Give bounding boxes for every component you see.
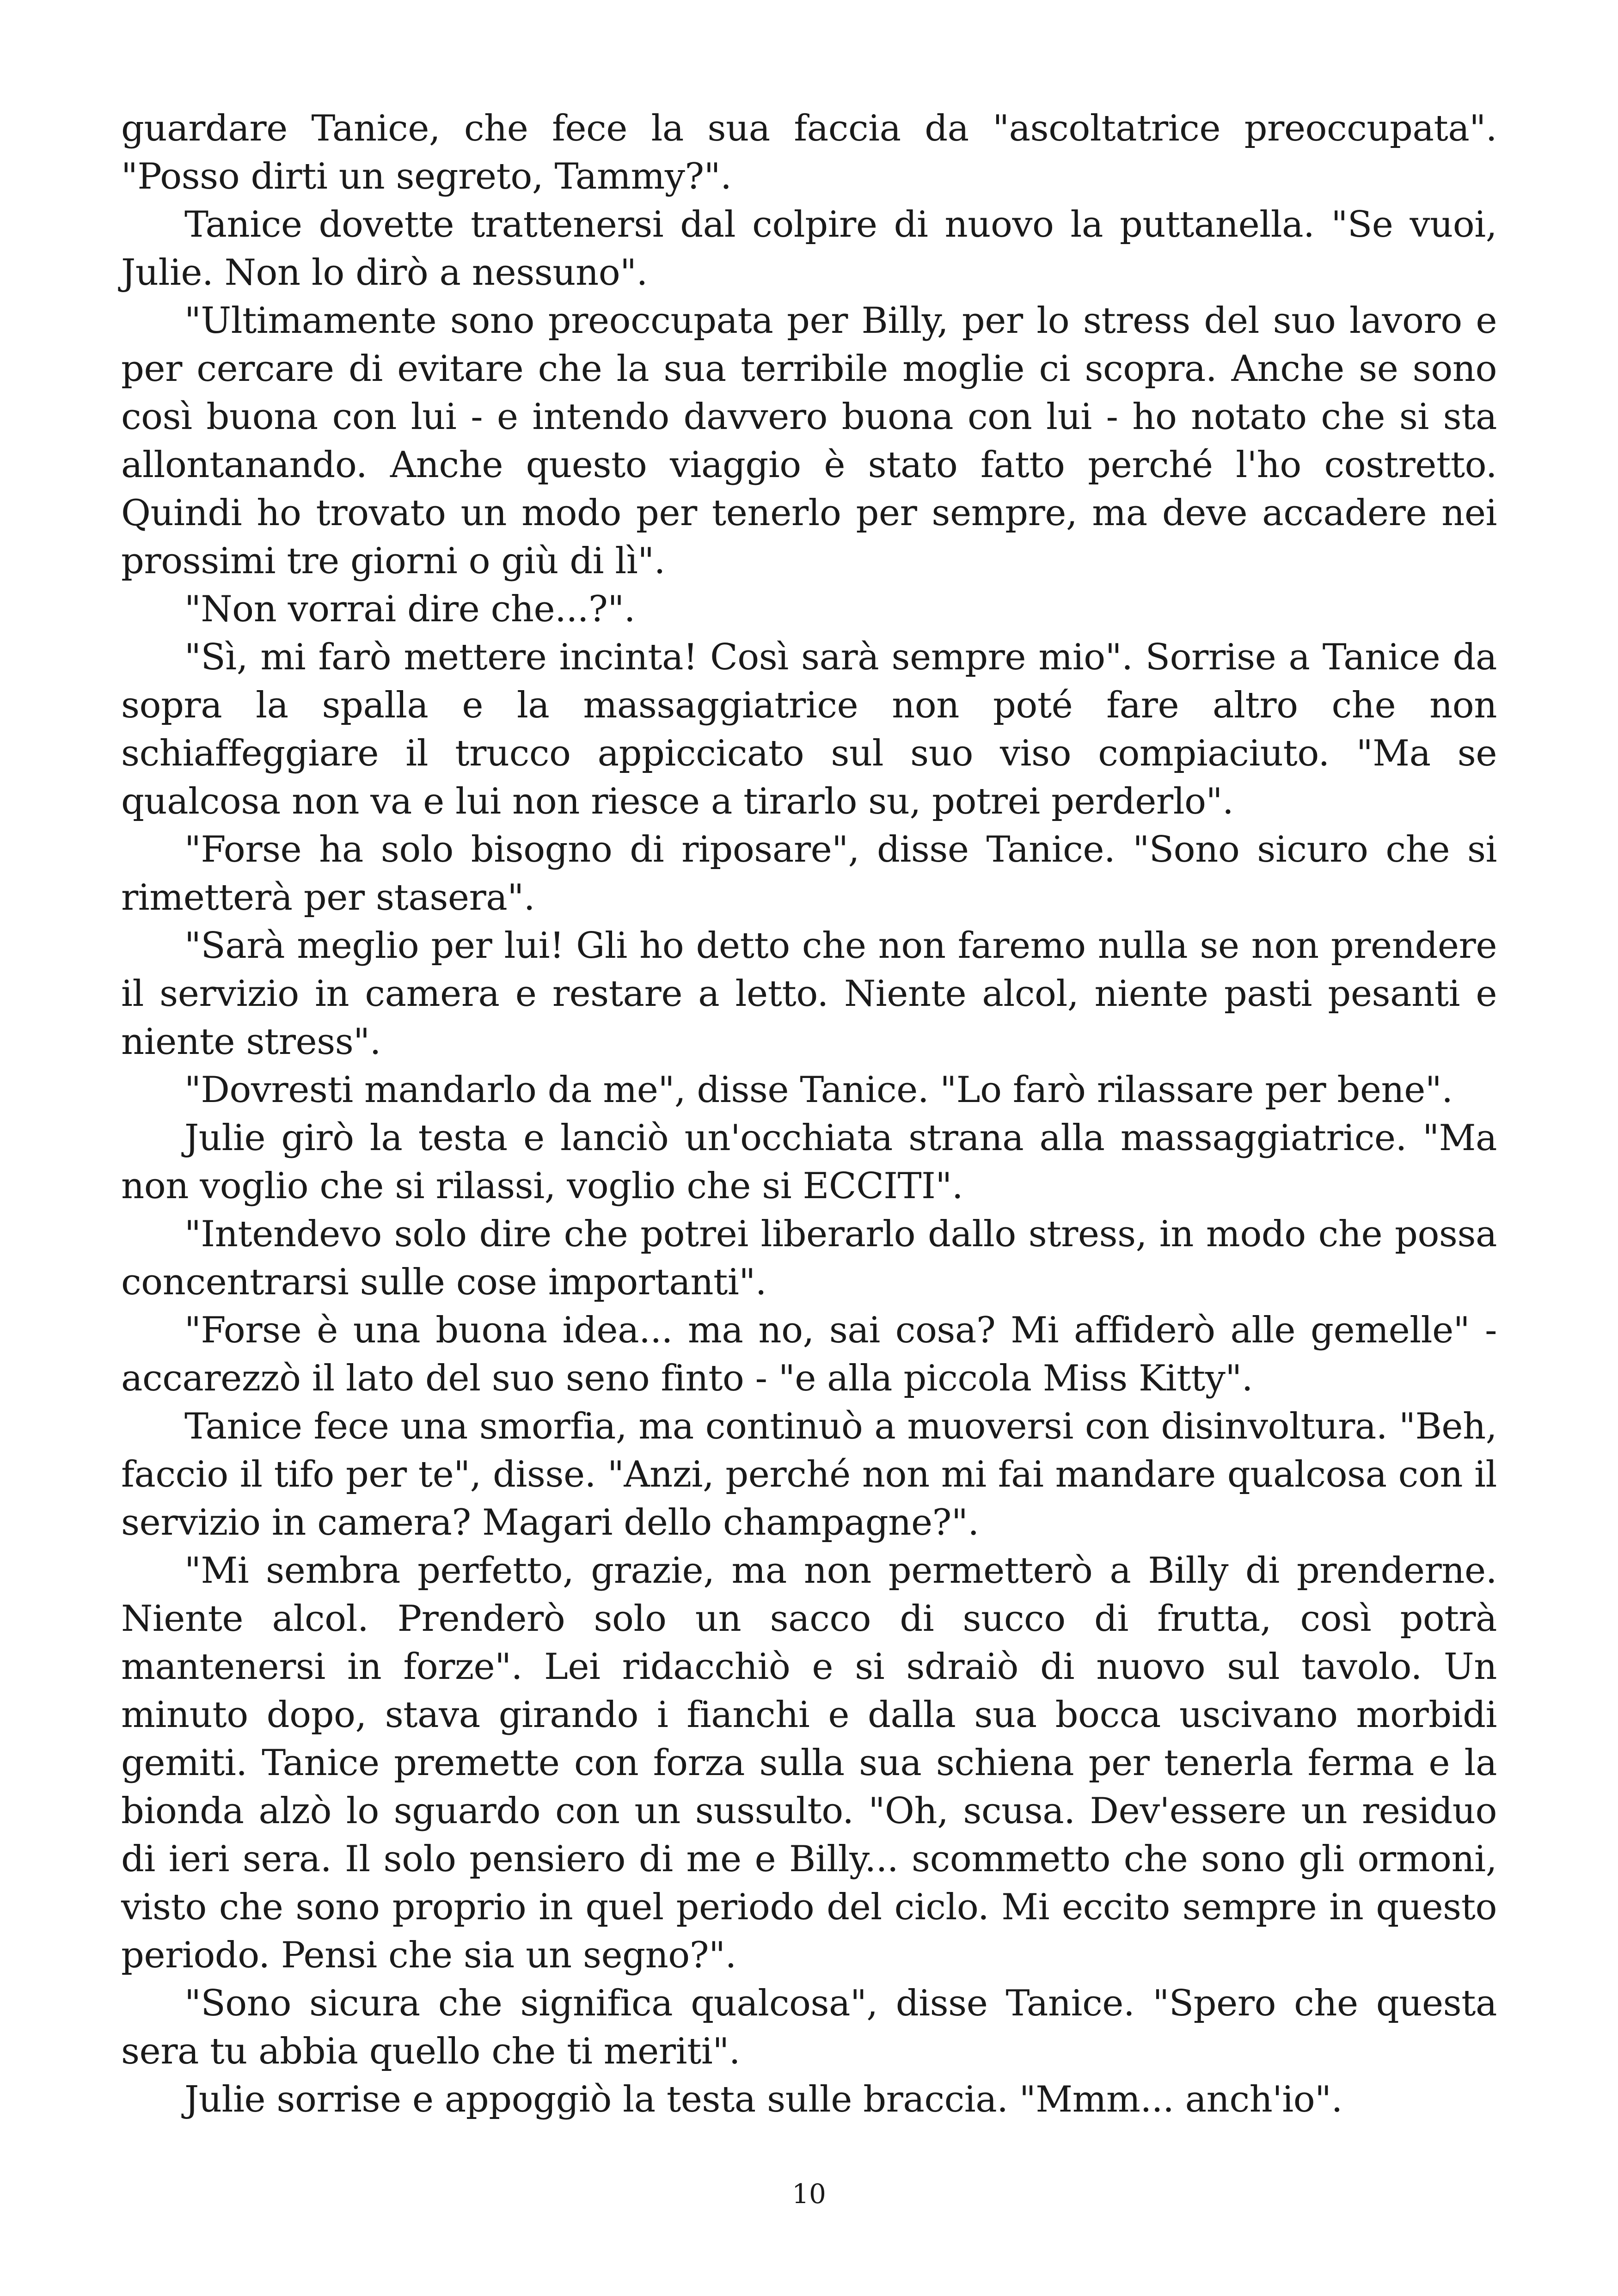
paragraph: Tanice dovette trattenersi dal colpire di nuovo la puttanella. "Se vuoi, Julie. Non lo dirò a nessuno". <box>121 204 1497 294</box>
paragraph: guardare Tanice, che fece la sua faccia da "ascoltatrice preoccupata". "Posso dirti un segreto, Tammy?". <box>121 108 1497 197</box>
body-text <box>121 104 1497 2124</box>
paragraph: "Sarà meglio per lui! Gli ho detto che non faremo nulla se non prendere il servizio in camera e restare a letto. Niente alcol, niente pasti pesanti e niente stress". <box>121 925 1497 1063</box>
paragraph: "Sono sicura che significa qualcosa", disse Tanice. "Spero che questa sera tu abbia quello che ti meriti". <box>121 1983 1497 2072</box>
paragraph: "Forse è una buona idea... ma no, sai cosa? Mi affiderò alle gemelle" - accarezzò il lato del suo seno finto - "e alla piccola Miss Kitty". <box>121 1310 1497 1399</box>
paragraph: Julie sorrise e appoggiò la testa sulle braccia. "Mmm... anch'io". <box>184 2079 1342 2120</box>
paragraph: "Mi sembra perfetto, grazie, ma non permetterò a Billy di prenderne. Niente alcol. Prenderò solo un sacco di succo di frutta, così potrà mantenersi in forze". Lei ridacchiò e si sdraiò di nuovo sul tavolo. Un minuto dopo, stava girando i fianchi e dalla sua bocca uscivano morbidi gemiti. Tanice premette con forza sulla sua schiena per tenerla ferma e la bionda alzò lo sguardo con un sussulto. "Oh, scusa. Dev'essere un residuo di ieri sera. Il solo pensiero di me e Billy... scommetto che sono gli ormoni, visto che sono proprio in quel periodo del ciclo. Mi eccito sempre in questo periodo. Pensi che sia un segno?". <box>121 1550 1497 1976</box>
paragraph: "Intendevo solo dire che potrei liberarlo dallo stress, in modo che possa concentrarsi sulle cose importanti". <box>121 1213 1497 1303</box>
paragraph: Julie girò la testa e lanciò un'occhiata strana alla massaggiatrice. "Ma non voglio che si rilassi, voglio che si ECCITI". <box>121 1117 1497 1207</box>
paragraph: "Dovresti mandarlo da me", disse Tanice. "Lo farò rilassare per bene". <box>184 1069 1453 1111</box>
page-number: 10 <box>792 2178 826 2210</box>
paragraph: "Sì, mi farò mettere incinta! Così sarà sempre mio". Sorrise a Tanice da sopra la spalla e la massaggiatrice non poté fare altro che non schiaffeggiare il trucco appiccicato sul suo viso compiaciuto. "Ma se qualcosa non va e lui non riesce a tirarlo su, potrei perderlo". <box>121 637 1497 822</box>
paragraph: "Ultimamente sono preoccupata per Billy, per lo stress del suo lavoro e per cercare di evitare che la sua terribile moglie ci scopra. Anche se sono così buona con lui - e intendo davvero buona con lui - ho notato che si sta allontanando. Anche questo viaggio è stato fatto perché l'ho costretto. Quindi ho trovato un modo per tenerlo per sempre, ma deve accadere nei prossimi tre giorni o giù di lì". <box>121 300 1497 582</box>
paragraph: "Forse ha solo bisogno di riposare", disse Tanice. "Sono sicuro che si rimetterà per stasera". <box>121 829 1497 918</box>
paragraph: Tanice fece una smorfia, ma continuò a muoversi con disinvoltura. "Beh, faccio il tifo per te", disse. "Anzi, perché non mi fai mandare qualcosa con il servizio in camera? Magari dello champagne?". <box>121 1406 1497 1543</box>
paragraph: "Non vorrai dire che...?". <box>184 588 636 630</box>
